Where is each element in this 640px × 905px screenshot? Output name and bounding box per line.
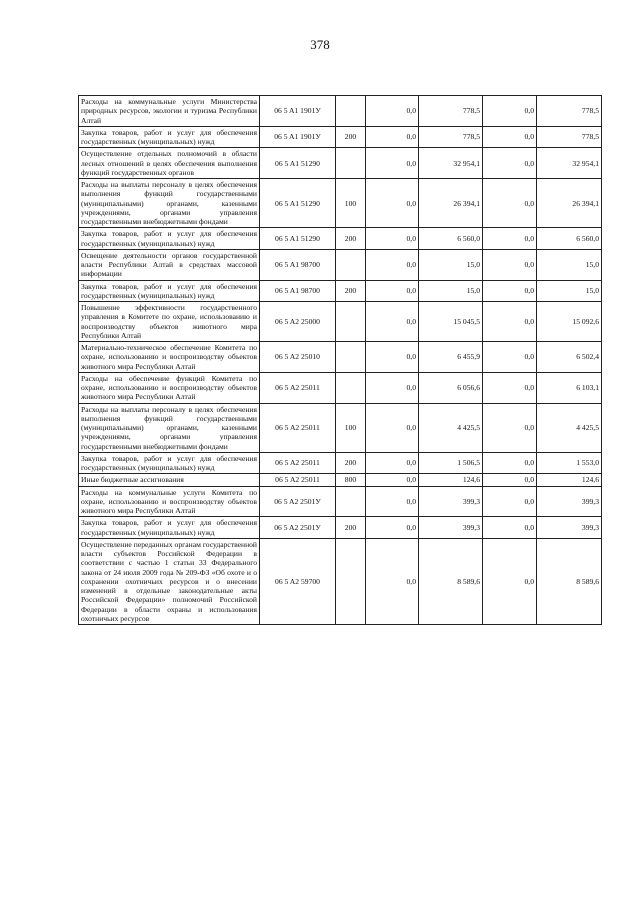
- expense-type-cell: [336, 538, 366, 624]
- expense-name-cell: Закупка товаров, работ и услуг для обеспечения государственных (муниципальных) нужд: [79, 126, 260, 148]
- amount-cell-1: 0,0: [366, 96, 419, 127]
- expense-name-cell: Материально-техническое обеспечение Комитета по охране, использованию и воспроизводству объектов животного мира Республики Алтай: [79, 342, 260, 373]
- amount-cell-1: 0,0: [366, 452, 419, 474]
- target-article-code-cell: 06 5 A2 25011: [260, 474, 336, 486]
- amount-cell-4: 778,5: [537, 96, 602, 127]
- amount-cell-2: 32 954,1: [419, 148, 483, 179]
- table-row: [79, 249, 602, 280]
- table-row: [79, 96, 602, 127]
- expense-type-cell: 100: [336, 403, 366, 452]
- page-number: 378: [310, 37, 330, 52]
- table-row: [79, 403, 602, 452]
- table-row: [79, 280, 602, 302]
- expense-name-cell: Осуществление переданных органам государственной власти субъектов Российской Федерации в соответствии с частью 1 статьи 33 Федерального закона от 24 июля 2009 года № 209-ФЗ «Об охоте и о сохранении охотничьих ресурсов и о внесении изменений в отдельные законодательные акты Российской Федерации» полномочий Российской Федерации в области охраны и использования охотничьих ресурсов: [79, 538, 260, 624]
- expense-name-cell: Расходы на выплаты персоналу в целях обеспечения выполнения функций государственными (муниципальными) органами, казенными учреждениями, органами управления государственными внебюджетными фондами: [79, 403, 260, 452]
- table-row: [79, 452, 602, 474]
- target-article-code-cell: 06 5 A2 2501У: [260, 517, 336, 539]
- target-article-code-cell: 06 5 A2 25011: [260, 403, 336, 452]
- amount-cell-2: 1 506,5: [419, 452, 483, 474]
- expense-name-cell: Закупка товаров, работ и услуг для обеспечения государственных (муниципальных) нужд: [79, 228, 260, 250]
- amount-cell-4: 32 954,1: [537, 148, 602, 179]
- amount-cell-2: 778,5: [419, 96, 483, 127]
- amount-cell-1: 0,0: [366, 249, 419, 280]
- expense-name-cell: Расходы на коммунальные услуги Комитета по охране, использованию и воспроизводству объектов животного мира Республики Алтай: [79, 486, 260, 517]
- expense-type-cell: [336, 148, 366, 179]
- amount-cell-4: 399,3: [537, 517, 602, 539]
- amount-cell-4: 6 103,1: [537, 372, 602, 403]
- amount-cell-4: 8 589,6: [537, 538, 602, 624]
- table-row: [79, 486, 602, 517]
- expense-type-cell: [336, 96, 366, 127]
- table-row: [79, 148, 602, 179]
- amount-cell-2: 6 455,9: [419, 342, 483, 373]
- amount-cell-1: 0,0: [366, 474, 419, 486]
- expense-type-cell: [336, 249, 366, 280]
- amount-cell-4: 4 425,5: [537, 403, 602, 452]
- expense-name-cell: Повышение эффективности государственного управления в Комитете по охране, использованию и воспроизводству объектов животного мира Республики Алтай: [79, 302, 260, 342]
- expense-name-cell: Расходы на обеспечение функций Комитета по охране, использованию и воспроизводству объектов животного мира Республики Алтай: [79, 372, 260, 403]
- amount-cell-3: 0,0: [483, 486, 537, 517]
- amount-cell-3: 0,0: [483, 280, 537, 302]
- amount-cell-4: 26 394,1: [537, 179, 602, 228]
- expense-type-cell: 200: [336, 228, 366, 250]
- amount-cell-3: 0,0: [483, 452, 537, 474]
- amount-cell-3: 0,0: [483, 302, 537, 342]
- amount-cell-1: 0,0: [366, 538, 419, 624]
- amount-cell-1: 0,0: [366, 148, 419, 179]
- target-article-code-cell: 06 5 A1 51290: [260, 148, 336, 179]
- expense-type-cell: 200: [336, 126, 366, 148]
- amount-cell-1: 0,0: [366, 280, 419, 302]
- amount-cell-3: 0,0: [483, 126, 537, 148]
- table-row: [79, 517, 602, 539]
- amount-cell-1: 0,0: [366, 126, 419, 148]
- amount-cell-2: 778,5: [419, 126, 483, 148]
- expense-type-cell: 100: [336, 179, 366, 228]
- amount-cell-2: 399,3: [419, 486, 483, 517]
- amount-cell-2: 6 560,0: [419, 228, 483, 250]
- expense-name-cell: Закупка товаров, работ и услуг для обеспечения государственных (муниципальных) нужд: [79, 517, 260, 539]
- amount-cell-3: 0,0: [483, 474, 537, 486]
- expense-type-cell: [336, 342, 366, 373]
- budget-table-body: [79, 96, 602, 625]
- target-article-code-cell: 06 5 A2 25000: [260, 302, 336, 342]
- amount-cell-3: 0,0: [483, 148, 537, 179]
- amount-cell-3: 0,0: [483, 179, 537, 228]
- target-article-code-cell: 06 5 A1 98700: [260, 280, 336, 302]
- budget-table: [78, 95, 602, 625]
- table-row: [79, 228, 602, 250]
- amount-cell-4: 15 092,6: [537, 302, 602, 342]
- table-row: [79, 372, 602, 403]
- amount-cell-3: 0,0: [483, 517, 537, 539]
- amount-cell-1: 0,0: [366, 486, 419, 517]
- table-row: [79, 538, 602, 624]
- amount-cell-1: 0,0: [366, 179, 419, 228]
- amount-cell-1: 0,0: [366, 517, 419, 539]
- amount-cell-1: 0,0: [366, 372, 419, 403]
- amount-cell-3: 0,0: [483, 96, 537, 127]
- expense-name-cell: Закупка товаров, работ и услуг для обеспечения государственных (муниципальных) нужд: [79, 280, 260, 302]
- target-article-code-cell: 06 5 A1 98700: [260, 249, 336, 280]
- expense-type-cell: 800: [336, 474, 366, 486]
- table-row: [79, 342, 602, 373]
- target-article-code-cell: 06 5 A2 59700: [260, 538, 336, 624]
- expense-name-cell: Расходы на коммунальные услуги Министерства природных ресурсов, экологии и туризма Республики Алтай: [79, 96, 260, 127]
- amount-cell-2: 6 056,6: [419, 372, 483, 403]
- expense-type-cell: [336, 486, 366, 517]
- target-article-code-cell: 06 5 A1 51290: [260, 179, 336, 228]
- target-article-code-cell: 06 5 A2 25011: [260, 452, 336, 474]
- amount-cell-3: 0,0: [483, 372, 537, 403]
- amount-cell-2: 15,0: [419, 249, 483, 280]
- amount-cell-2: 26 394,1: [419, 179, 483, 228]
- expense-type-cell: 200: [336, 280, 366, 302]
- amount-cell-1: 0,0: [366, 228, 419, 250]
- amount-cell-2: 15,0: [419, 280, 483, 302]
- amount-cell-3: 0,0: [483, 249, 537, 280]
- table-row: [79, 302, 602, 342]
- target-article-code-cell: 06 5 A2 25010: [260, 342, 336, 373]
- amount-cell-2: 4 425,5: [419, 403, 483, 452]
- table-row: [79, 179, 602, 228]
- expense-type-cell: 200: [336, 517, 366, 539]
- amount-cell-1: 0,0: [366, 342, 419, 373]
- expense-name-cell: Осуществление отдельных полномочий в области лесных отношений в целях обеспечения выполнения функций государственных органов: [79, 148, 260, 179]
- target-article-code-cell: 06 5 A2 2501У: [260, 486, 336, 517]
- expense-type-cell: 200: [336, 452, 366, 474]
- target-article-code-cell: 06 5 A1 1901У: [260, 96, 336, 127]
- target-article-code-cell: 06 5 A1 51290: [260, 228, 336, 250]
- amount-cell-2: 15 045,5: [419, 302, 483, 342]
- expense-name-cell: Расходы на выплаты персоналу в целях обеспечения выполнения функций государственными (муниципальными) органами, казенными учреждениями, органами управления государственными внебюджетными фондами: [79, 179, 260, 228]
- amount-cell-3: 0,0: [483, 342, 537, 373]
- amount-cell-2: 8 589,6: [419, 538, 483, 624]
- amount-cell-4: 6 502,4: [537, 342, 602, 373]
- amount-cell-2: 124,6: [419, 474, 483, 486]
- expense-name-cell: Освещение деятельности органов государственной власти Республики Алтай в средствах массовой информации: [79, 249, 260, 280]
- amount-cell-4: 778,5: [537, 126, 602, 148]
- amount-cell-4: 6 560,0: [537, 228, 602, 250]
- target-article-code-cell: 06 5 A1 1901У: [260, 126, 336, 148]
- amount-cell-4: 1 553,0: [537, 452, 602, 474]
- expense-name-cell: Закупка товаров, работ и услуг для обеспечения государственных (муниципальных) нужд: [79, 452, 260, 474]
- expense-type-cell: [336, 302, 366, 342]
- amount-cell-3: 0,0: [483, 403, 537, 452]
- amount-cell-1: 0,0: [366, 403, 419, 452]
- amount-cell-4: 399,3: [537, 486, 602, 517]
- amount-cell-4: 15,0: [537, 280, 602, 302]
- amount-cell-4: 124,6: [537, 474, 602, 486]
- target-article-code-cell: 06 5 A2 25011: [260, 372, 336, 403]
- table-row: [79, 126, 602, 148]
- expense-type-cell: [336, 372, 366, 403]
- amount-cell-3: 0,0: [483, 538, 537, 624]
- expense-name-cell: Иные бюджетные ассигнования: [79, 474, 260, 486]
- amount-cell-3: 0,0: [483, 228, 537, 250]
- amount-cell-1: 0,0: [366, 302, 419, 342]
- amount-cell-4: 15,0: [537, 249, 602, 280]
- table-row: [79, 474, 602, 486]
- amount-cell-2: 399,3: [419, 517, 483, 539]
